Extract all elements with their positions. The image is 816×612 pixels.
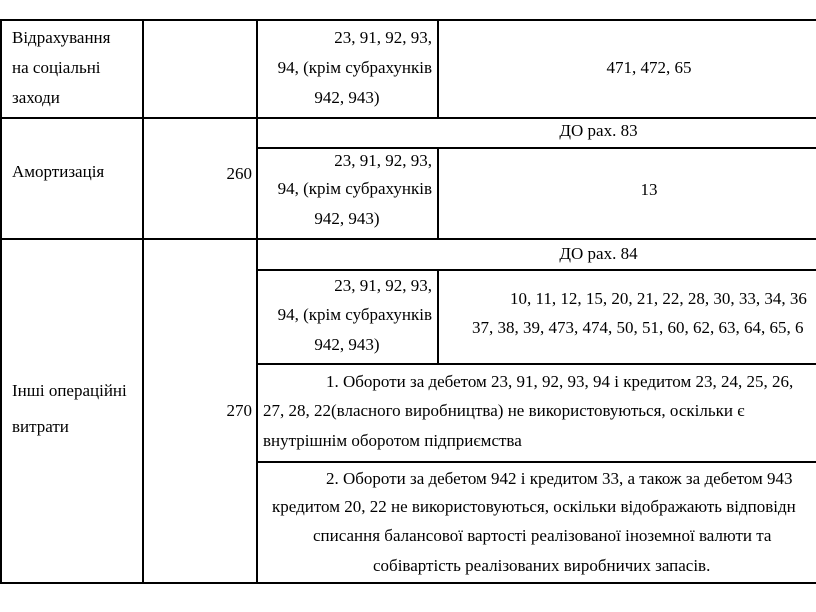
credit-accounts: 13 bbox=[640, 180, 658, 199]
debit-accounts-line: 94, (крім субрахунків bbox=[277, 179, 432, 198]
row-divider bbox=[256, 269, 816, 271]
column-divider bbox=[142, 19, 144, 584]
table-border-left bbox=[0, 19, 2, 584]
table-border-bottom bbox=[0, 582, 816, 584]
note-2-line: 2. Обороти за дебетом 942 і кредитом 33, а також за дебетом 943 bbox=[326, 469, 793, 488]
debit-accounts-line: 94, (крім субрахунків bbox=[277, 305, 432, 324]
row-label-line: на соціальні bbox=[12, 58, 101, 77]
note-1-line: внутрішнім оборотом підприємства bbox=[263, 431, 522, 450]
table-border-top bbox=[0, 19, 816, 21]
do-account-note: ДО рах. 84 bbox=[559, 244, 638, 263]
line-code: 270 bbox=[226, 401, 252, 420]
debit-accounts-line: 942, 943) bbox=[314, 209, 380, 228]
debit-accounts-line: 942, 943) bbox=[314, 88, 380, 107]
row-label-line: Відрахування bbox=[12, 28, 111, 47]
row-label-line: витрати bbox=[12, 417, 69, 436]
row-divider bbox=[256, 363, 816, 365]
debit-accounts-line: 942, 943) bbox=[314, 335, 380, 354]
row-label-line: Інші операційні bbox=[12, 381, 127, 400]
debit-accounts-line: 94, (крім субрахунків bbox=[277, 58, 432, 77]
credit-accounts-line: 37, 38, 39, 473, 474, 50, 51, 60, 62, 63, 64, 65, 6 bbox=[472, 318, 804, 337]
column-divider bbox=[437, 269, 439, 365]
row-label: Амортизація bbox=[12, 162, 105, 181]
row-divider bbox=[256, 461, 816, 463]
note-2-line: кредитом 20, 22 не використовуються, оскільки відображають відповідн bbox=[272, 497, 796, 516]
credit-accounts-line: 10, 11, 12, 15, 20, 21, 22, 28, 30, 33, 34, 36 bbox=[510, 289, 807, 308]
note-1-line: 27, 28, 22(власного виробництва) не використовуються, оскільки є bbox=[263, 401, 745, 420]
credit-accounts: 471, 472, 65 bbox=[606, 58, 692, 77]
note-2-line: собівартість реалізованих виробничих запасів. bbox=[373, 556, 711, 575]
debit-accounts-line: 23, 91, 92, 93, bbox=[334, 276, 432, 295]
line-code: 260 bbox=[226, 164, 252, 183]
note-1-line: 1. Обороти за дебетом 23, 91, 92, 93, 94 і кредитом 23, 24, 25, 26, bbox=[326, 372, 794, 391]
do-account-note: ДО рах. 83 bbox=[559, 121, 638, 140]
note-2-line: списання балансової вартості реалізованої іноземної валюти та bbox=[313, 526, 772, 545]
row-label-line: заходи bbox=[12, 88, 60, 107]
debit-accounts-line: 23, 91, 92, 93, bbox=[334, 151, 432, 170]
debit-accounts-line: 23, 91, 92, 93, bbox=[334, 28, 432, 47]
